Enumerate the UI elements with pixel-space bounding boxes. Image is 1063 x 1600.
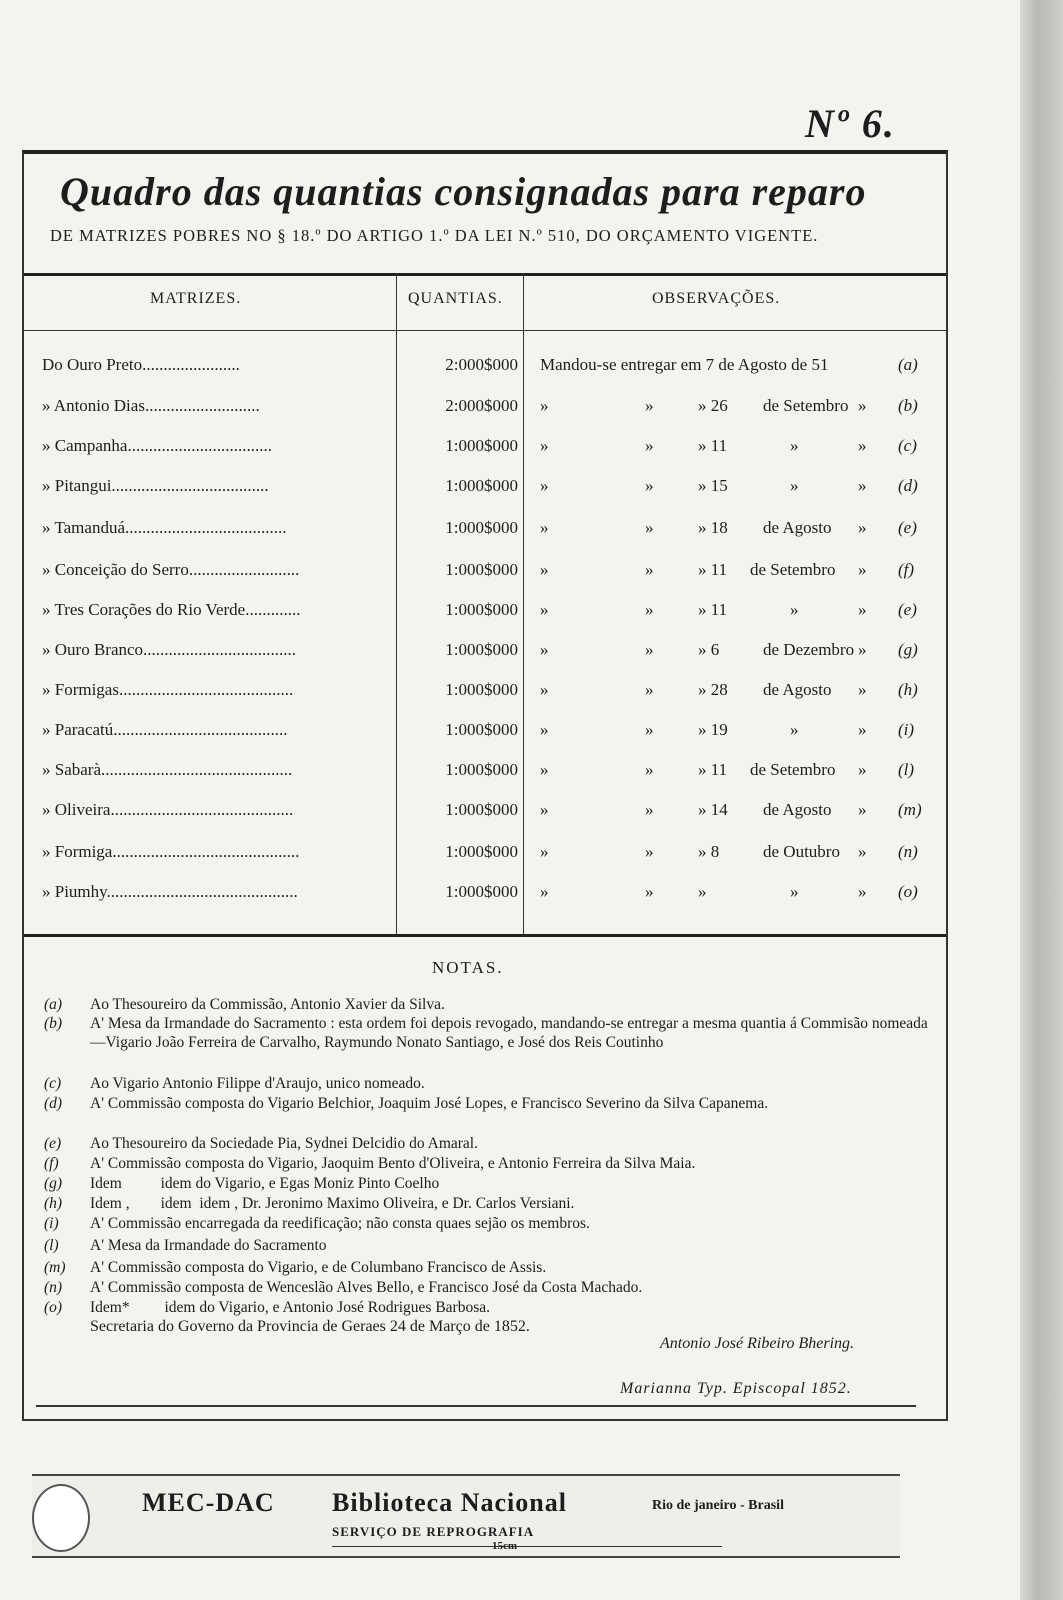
quantia-value: 2:000$000	[445, 355, 518, 374]
note-key: (a)	[44, 996, 63, 1013]
note-key: (g)	[44, 1175, 63, 1192]
note-text: Idem* idem do Vigario, e Antonio José Rodrigues Barbosa.	[90, 1299, 491, 1316]
ditto-mark: »	[540, 800, 549, 819]
note-text: Idem idem do Vigario, e Egas Moniz Pinto Coelho	[90, 1175, 440, 1192]
table-row	[0, 355, 946, 385]
header-quantias: QUANTIAS.	[408, 290, 503, 307]
observacao-day: » 11	[698, 436, 728, 455]
table-row	[0, 800, 946, 830]
ditto-mark: »	[540, 882, 549, 901]
ditto-mark: »	[540, 600, 549, 619]
ditto-mark: »	[645, 476, 654, 495]
ditto-mark: »	[858, 640, 867, 659]
note-text: A' Commissão composta do Vigario, e de Columbano Francisco de Assis.	[90, 1259, 547, 1276]
note-key: (h)	[898, 680, 918, 699]
note-key: (i)	[898, 720, 915, 739]
table-row	[0, 518, 946, 548]
header-observacoes: OBSERVAÇÕES.	[652, 290, 781, 307]
ditto-mark: »	[645, 680, 654, 699]
ditto-mark: »	[540, 396, 549, 415]
note-key: (l)	[44, 1237, 59, 1254]
observacao-day: » 11	[698, 600, 728, 619]
quantia-value: 1:000$000	[445, 800, 518, 819]
table-row	[0, 720, 946, 750]
table-row	[0, 640, 946, 670]
ditto-mark: »	[858, 396, 867, 415]
matriz-name: » Tres Corações do Rio Verde.............	[42, 600, 301, 619]
observacao-month: de Agosto	[763, 518, 832, 537]
observacao-month: »	[790, 476, 799, 495]
table-row	[0, 842, 946, 872]
ditto-mark: »	[540, 760, 549, 779]
secretaria-line: Secretaria do Governo da Provincia de Geraes 24 de Março de 1852.	[90, 1318, 530, 1335]
matriz-name: » Pitangui.....................................	[42, 476, 269, 495]
note-key: (m)	[898, 800, 922, 819]
ditto-mark: »	[645, 600, 654, 619]
quantia-value: 1:000$000	[445, 600, 518, 619]
table-row	[0, 760, 946, 790]
matriz-name: » Formigas.........................................	[42, 680, 294, 699]
note-key: (f)	[44, 1155, 59, 1172]
observacao-month: »	[790, 436, 799, 455]
ditto-mark: »	[645, 640, 654, 659]
stamp-scale: 15cm	[492, 1540, 518, 1552]
observacao-month: de Setembro	[750, 760, 836, 779]
quantia-value: 1:000$000	[445, 720, 518, 739]
ditto-mark: »	[858, 680, 867, 699]
ditto-mark: »	[858, 436, 867, 455]
ditto-mark: »	[858, 518, 867, 537]
note-text: A' Commissão composta de Wenceslão Alves Bello, e Francisco José da Costa Machado.	[90, 1279, 643, 1296]
matriz-name: » Oliveira...........................................	[42, 800, 294, 819]
document-number: Nº 6.	[805, 101, 896, 146]
observacao-month: de Dezembro	[763, 640, 855, 659]
observacao-month: de Agosto	[763, 680, 832, 699]
ditto-mark: »	[645, 760, 654, 779]
stamp-scale-line	[332, 1546, 722, 1547]
ditto-mark: »	[858, 800, 867, 819]
note-key: (d)	[44, 1095, 63, 1112]
ditto-mark: »	[540, 518, 549, 537]
observacao-month: »	[790, 720, 799, 739]
quantia-value: 1:000$000	[445, 760, 518, 779]
observacao-day: » 19	[698, 720, 728, 739]
ditto-mark: »	[858, 560, 867, 579]
matriz-name: » Formiga............................................	[42, 842, 300, 861]
table-row	[0, 600, 946, 630]
quantia-value: 1:000$000	[445, 560, 518, 579]
page-gutter	[1020, 0, 1063, 1600]
observacao-day: » 11	[698, 560, 728, 579]
ditto-mark: »	[858, 760, 867, 779]
observacao-month: de Setembro	[750, 560, 836, 579]
note-key: (i)	[44, 1215, 59, 1232]
note-key: (b)	[898, 396, 918, 415]
note-text: Ao Thesoureiro da Commissão, Antonio Xavier da Silva.	[90, 996, 445, 1013]
note-key: (f)	[898, 560, 915, 579]
stamp-biblioteca: Biblioteca Nacional	[332, 1488, 567, 1517]
note-key: (e)	[898, 600, 917, 619]
observacao-month: »	[790, 600, 799, 619]
observacao-month: de Setembro	[763, 396, 849, 415]
observacao-month: de Agosto	[763, 800, 832, 819]
header-bottom-rule	[24, 330, 946, 331]
note-text: A' Commissão composta do Vigario Belchior, Joaquim José Lopes, e Francisco Severino da Silva Capanema.	[90, 1095, 769, 1112]
stamp-servico: SERVIÇO DE REPROGRAFIA	[332, 1524, 535, 1539]
ditto-mark: »	[858, 600, 867, 619]
stamp-mec: MEC-DAC	[142, 1488, 275, 1517]
matriz-name: » Paracatú.........................................	[42, 720, 288, 739]
table-row	[0, 436, 946, 466]
note-text: A' Commissão composta do Vigario, Jaoquim Bento d'Oliveira, e Antonio Ferreira da Silva Maia.	[90, 1155, 696, 1172]
quantia-value: 2:000$000	[445, 396, 518, 415]
note-text: A' Mesa da Irmandade do Sacramento : esta ordem foi depois revogado, mandando-se entregar a mesma quantia á Commisão nomeada—Vigario João Ferreira de Carvalho, Raymundo Nonato Santiago, e José dos Reis Coutinho	[90, 1015, 928, 1051]
header-top-rule	[24, 273, 946, 276]
observacao-day: » 28	[698, 680, 728, 699]
matriz-name: » Antonio Dias...........................	[42, 396, 260, 415]
ditto-mark: »	[858, 842, 867, 861]
quantia-value: 1:000$000	[445, 640, 518, 659]
document-subtitle: DE MATRIZES POBRES NO § 18.º DO ARTIGO 1.º DA LEI N.º 510, DO ORÇAMENTO VIGENTE.	[50, 226, 819, 245]
ditto-mark: »	[540, 640, 549, 659]
quantia-value: 1:000$000	[445, 882, 518, 901]
table-row	[0, 560, 946, 590]
matriz-name: » Campanha..................................	[42, 436, 272, 455]
notas-heading: NOTAS.	[432, 958, 504, 977]
note-key: (o)	[44, 1299, 63, 1316]
ditto-mark: »	[540, 476, 549, 495]
observacao-day: » 18	[698, 518, 728, 537]
observacao-day: »	[698, 882, 707, 901]
matriz-name: » Piumhy.............................................	[42, 882, 298, 901]
quantia-value: 1:000$000	[445, 476, 518, 495]
note-key: (l)	[898, 760, 915, 779]
observacao-day: » 8	[698, 842, 720, 861]
observacao-day: » 26	[698, 396, 728, 415]
ditto-mark: »	[858, 720, 867, 739]
ditto-mark: »	[645, 882, 654, 901]
header-matrizes: MATRIZES.	[150, 290, 242, 307]
observacao-day: » 11	[698, 760, 728, 779]
ditto-mark: »	[540, 560, 549, 579]
observacao-day: » 14	[698, 800, 728, 819]
observacao-text: Mandou-se entregar em 7 de Agosto de 51	[540, 355, 829, 374]
note-key: (a)	[898, 355, 918, 374]
ditto-mark: »	[645, 560, 654, 579]
matriz-name: » Tamanduá......................................	[42, 518, 287, 537]
ditto-mark: »	[645, 518, 654, 537]
note-text: Ao Vigario Antonio Filippe d'Araujo, unico nomeado.	[90, 1075, 425, 1092]
note-key: (g)	[898, 640, 918, 659]
ditto-mark: »	[540, 842, 549, 861]
note-key: (c)	[44, 1075, 62, 1092]
footer-rule	[36, 1405, 916, 1407]
quantia-value: 1:000$000	[445, 842, 518, 861]
library-stamp	[32, 1474, 900, 1558]
ditto-mark: »	[540, 680, 549, 699]
ditto-mark: »	[540, 720, 549, 739]
note-key: (n)	[44, 1279, 63, 1296]
note-text: A' Mesa da Irmandade do Sacramento	[90, 1237, 327, 1254]
matriz-name: » Conceição do Serro..........................	[42, 560, 300, 579]
ditto-mark: »	[540, 436, 549, 455]
stamp-seal-icon	[32, 1484, 90, 1552]
table-row	[0, 396, 946, 426]
note-key: (o)	[898, 882, 918, 901]
note-key: (e)	[898, 518, 917, 537]
typography-credit: Marianna Typ. Episcopal 1852.	[620, 1380, 852, 1397]
ditto-mark: »	[645, 720, 654, 739]
ditto-mark: »	[645, 842, 654, 861]
signature: Antonio José Ribeiro Bhering.	[660, 1335, 855, 1352]
note-text: A' Commissão encarregada da reedificação; não consta quaes sejão os membros.	[90, 1215, 590, 1232]
note-text: Idem , idem idem , Dr. Jeronimo Maximo Oliveira, e Dr. Carlos Versiani.	[90, 1195, 575, 1212]
note-key: (c)	[898, 436, 917, 455]
quantia-value: 1:000$000	[445, 680, 518, 699]
observacao-day: » 6	[698, 640, 720, 659]
quantia-value: 1:000$000	[445, 518, 518, 537]
observacao-month: de Outubro	[763, 842, 840, 861]
document-title: Quadro das quantias consignadas para reparo	[60, 169, 867, 214]
note-key: (d)	[898, 476, 918, 495]
matriz-name: » Ouro Branco....................................	[42, 640, 297, 659]
note-text: Ao Thesoureiro da Sociedade Pia, Sydnei Delcidio do Amaral.	[90, 1135, 478, 1152]
stamp-location: Rio de janeiro - Brasil	[652, 1498, 784, 1513]
matriz-name: Do Ouro Preto.......................	[42, 355, 240, 374]
observacao-month: »	[790, 882, 799, 901]
ditto-mark: »	[645, 396, 654, 415]
note-key: (n)	[898, 842, 918, 861]
table-row	[0, 882, 946, 912]
note-key: (b)	[44, 1015, 63, 1032]
note-key: (h)	[44, 1195, 63, 1212]
ditto-mark: »	[858, 476, 867, 495]
table-bottom-rule	[24, 934, 946, 937]
note-key: (m)	[44, 1259, 66, 1276]
quantia-value: 1:000$000	[445, 436, 518, 455]
ditto-mark: »	[645, 436, 654, 455]
table-row	[0, 680, 946, 710]
note-key: (e)	[44, 1135, 62, 1152]
matriz-name: » Sabarà.............................................	[42, 760, 293, 779]
ditto-mark: »	[858, 882, 867, 901]
ditto-mark: »	[645, 800, 654, 819]
observacao-day: » 15	[698, 476, 728, 495]
table-row	[0, 476, 946, 506]
